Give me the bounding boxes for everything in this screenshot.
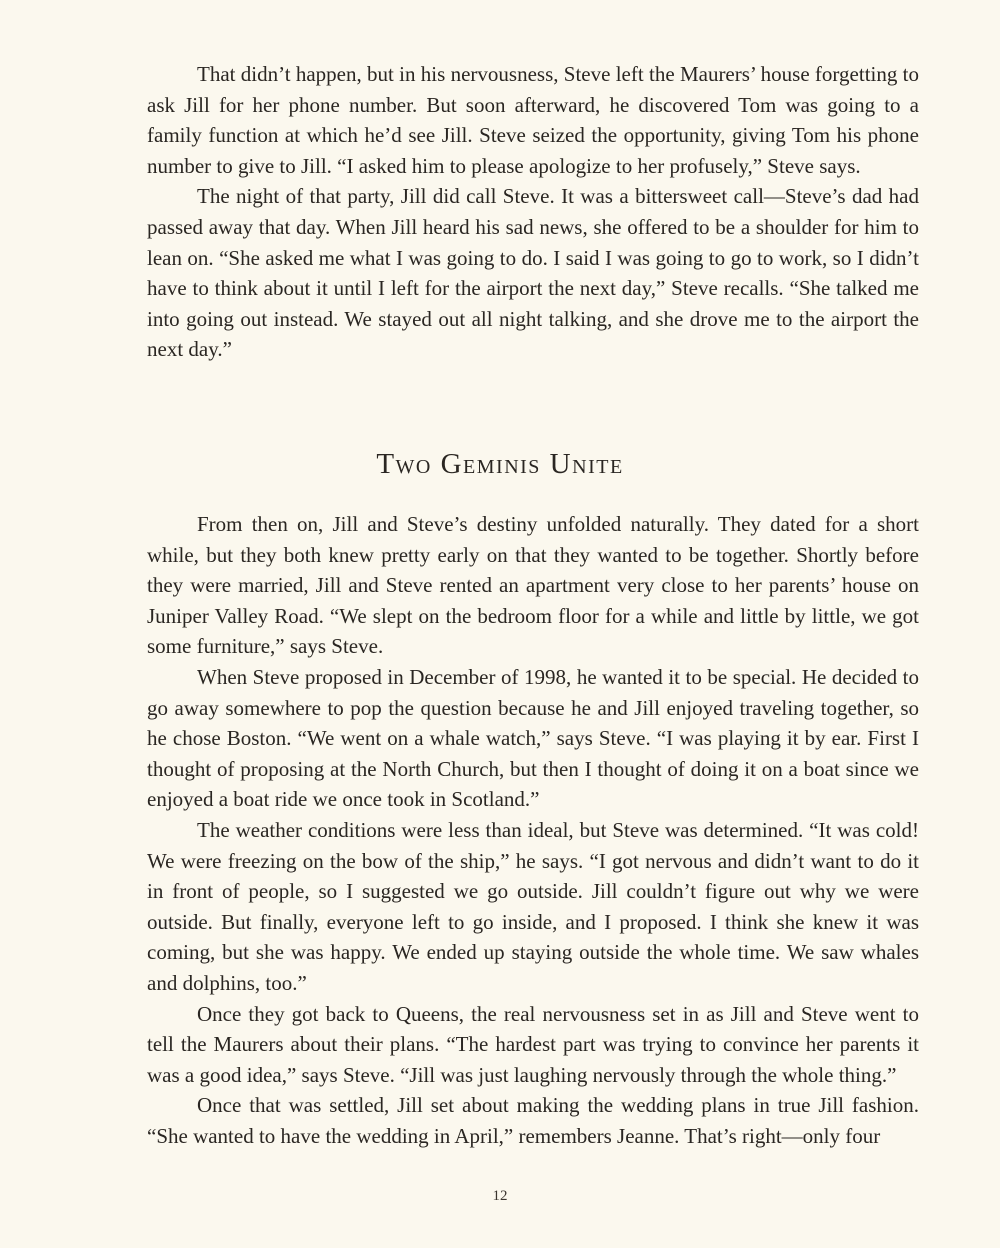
paragraph: Once they got back to Queens, the real nervousness set in as Jill and Steve went to tell the Maurers about their plans. “The hardest part was trying to convince her parents it was a good idea,” says Steve. “Jill was just laughing nervously through the whole thing.”: [147, 1001, 919, 1087]
opening-text-block: [147, 59, 919, 365]
paragraph: That didn’t happen, but in his nervousness, Steve left the Maurers’ house forgetting to ask Jill for her phone number. But soon afterward, he discovered Tom was going to a family function at which he’d see Jill. Steve seized the opportunity, giving Tom his phone number to give to Jill. “I asked him to please apologize to her profusely,” Steve says.: [147, 62, 919, 178]
section-heading: Two Geminis Unite: [376, 448, 624, 480]
paragraph: Once that was settled, Jill set about making the wedding plans in true Jill fashion. “She wanted to have the wedding in April,” remembers Jeanne. That’s right—only four: [147, 1093, 919, 1148]
paragraph: The weather conditions were less than ideal, but Steve was determined. “It was cold! We were freezing on the bow of the ship,” he says. “I got nervous and didn’t want to do it in front of people, so I suggested we go outside. Jill couldn’t figure out why we were outside. But finally, everyone left to go inside, and I proposed. I think she knew it was coming, but she was happy. We ended up staying outside the whole time. We saw whales and dolphins, too.”: [147, 817, 919, 995]
paragraph: When Steve proposed in December of 1998, he wanted it to be special. He decided to go away somewhere to pop the question because he and Jill enjoyed traveling together, so he chose Boston. “We went on a whale watch,” says Steve. “I was playing it by ear. First I thought of proposing at the North Church, but then I thought of doing it on a boat since we enjoyed a boat ride we once took in Scotland.”: [147, 664, 919, 812]
section-text-block: [147, 509, 919, 1151]
page-number: 12: [492, 1188, 508, 1204]
paragraph: From then on, Jill and Steve’s destiny unfolded naturally. They dated for a short while, but they both knew pretty early on that they wanted to be together. Shortly before they were married, Jill and Steve rented an apartment very close to her parents’ house on Juniper Valley Road. “We slept on the bedroom floor for a while and little by little, we got some furniture,” says Steve.: [147, 512, 919, 659]
paragraph: The night of that party, Jill did call Steve. It was a bittersweet call—Steve’s dad had passed away that day. When Jill heard his sad news, she offered to be a shoulder for him to lean on. “She asked me what I was going to do. I said I was going to go to work, so I didn’t have to think about it until I left for the airport the next day,” Steve recalls. “She talked me into going out instead. We stayed out all night talking, and she drove me to the airport the next day.”: [147, 184, 919, 362]
